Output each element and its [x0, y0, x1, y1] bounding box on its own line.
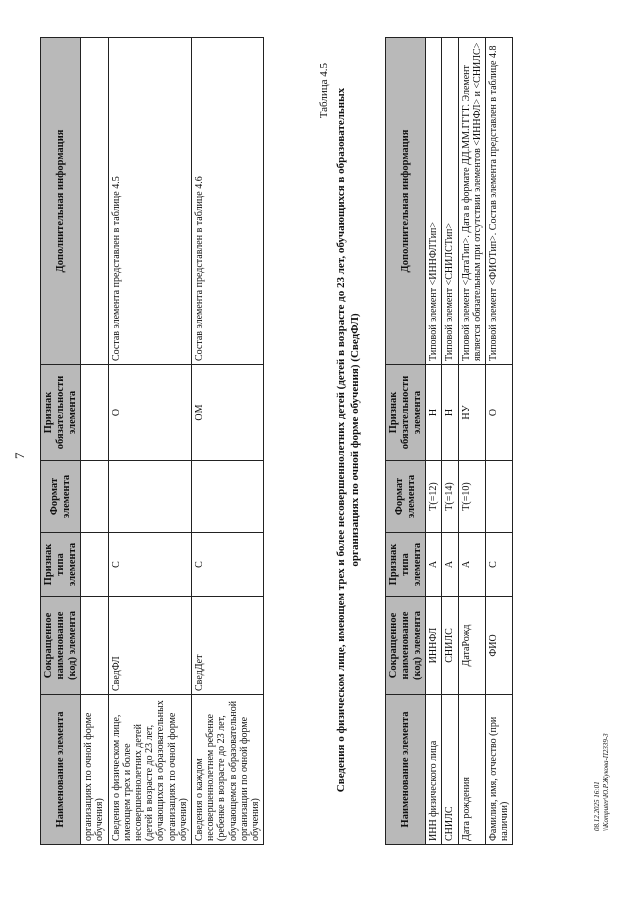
header-type: Признак типа элемента	[41, 533, 81, 597]
cell-code: ИННФЛ	[426, 597, 442, 695]
table-row	[458, 38, 485, 845]
cell-type	[81, 533, 108, 597]
cell-info: Состав элемента представлен в таблице 4.5	[108, 38, 191, 365]
cell-required: О	[486, 365, 513, 461]
cell-format	[486, 461, 513, 533]
cell-info	[81, 38, 108, 365]
cell-required: Н	[426, 365, 442, 461]
table-row	[442, 38, 458, 845]
cell-info: Типовой элемент <ДатаТип>. Дата в формате ДД.ММ.ГГГГ. Элемент является обязательным при отсутствии элементов <ИННФЛ> и <СНИЛС>	[458, 38, 485, 365]
cell-name: организациях по очной форме обучения)	[81, 695, 108, 845]
cell-info: Состав элемента представлен в таблице 4.6	[191, 38, 263, 365]
cell-required	[81, 365, 108, 461]
cell-type: С	[108, 533, 191, 597]
cell-name: Сведения о физическом лице, имеющем трех и более несовершеннолетних детей (детей в возрасте до 23 лет, обучающихся в образовательных организациях по очной форме обучения)	[108, 695, 191, 845]
page-number: 7	[12, 452, 27, 459]
footer-datetime: 08.12.2025 16:01	[593, 781, 601, 831]
footer-path: \\Komputer\Ю.Р.Жукова-П2339-3	[602, 733, 611, 831]
header-required: Признак обязательности элемента	[386, 365, 426, 461]
cell-type: А	[426, 533, 442, 597]
header-type: Признак типа элемента	[386, 533, 426, 597]
table-row	[486, 38, 513, 845]
header-name: Наименование элемента	[386, 695, 426, 845]
cell-name: СНИЛС	[442, 695, 458, 845]
cell-code: СНИЛС	[442, 597, 458, 695]
table-number-label: Таблица 4.5	[318, 63, 330, 119]
cell-required: Н	[442, 365, 458, 461]
table-row	[191, 38, 263, 845]
footer-stamp	[593, 733, 611, 831]
cell-name: ИНН физического лица	[426, 695, 442, 845]
cell-required: НУ	[458, 365, 485, 461]
cell-name: Дата рождения	[458, 695, 485, 845]
cell-format	[108, 461, 191, 533]
table-elements-part2	[385, 37, 513, 845]
cell-type: С	[486, 533, 513, 597]
cell-type: С	[191, 533, 263, 597]
table-elements-part1	[40, 37, 264, 845]
cell-format: T(=12)	[426, 461, 442, 533]
cell-code: ФИО	[486, 597, 513, 695]
table-caption: Сведения о физическом лице, имеющем трех и более несовершеннолетних детей (детей в возрасте до 23 лет, обучающихся в образовательных организациях по очной форме обучения) (СведФЛ)	[335, 87, 361, 793]
header-name: Наименование элемента	[41, 695, 81, 845]
table-row	[426, 38, 442, 845]
cell-code: СведДет	[191, 597, 263, 695]
header-format: Формат элемента	[41, 461, 81, 533]
cell-format	[191, 461, 263, 533]
cell-info: Типовой элемент <ИННФЛТип>	[426, 38, 442, 365]
header-required: Признак обязательности элемента	[41, 365, 81, 461]
cell-code	[81, 597, 108, 695]
header-code: Сокращенное наименование (код) элемента	[41, 597, 81, 695]
cell-code: ДатаРожд	[458, 597, 485, 695]
header-code: Сокращенное наименование (код) элемента	[386, 597, 426, 695]
cell-code: СведФЛ	[108, 597, 191, 695]
table-row	[81, 38, 108, 845]
cell-format	[81, 461, 108, 533]
cell-required: ОМ	[191, 365, 263, 461]
cell-format: T(=14)	[442, 461, 458, 533]
cell-type: А	[442, 533, 458, 597]
cell-type: А	[458, 533, 485, 597]
cell-info: Типовой элемент <ФИОТип>. Состав элемента представлен в таблице 4.8	[486, 38, 513, 365]
cell-info: Типовой элемент <СНИЛСТип>	[442, 38, 458, 365]
cell-format: T(=10)	[458, 461, 485, 533]
cell-name: Фамилия, имя, отчество (при наличии)	[486, 695, 513, 845]
header-info: Дополнительная информация	[386, 38, 426, 365]
header-info: Дополнительная информация	[41, 38, 81, 365]
header-format: Формат элемента	[386, 461, 426, 533]
cell-required: О	[108, 365, 191, 461]
table-row	[108, 38, 191, 845]
cell-name: Сведения о каждом несовершеннолетнем ребенке (ребенке в возрасте до 23 лет, обучающемся в образовательной организации по очной форме обучения)	[191, 695, 263, 845]
